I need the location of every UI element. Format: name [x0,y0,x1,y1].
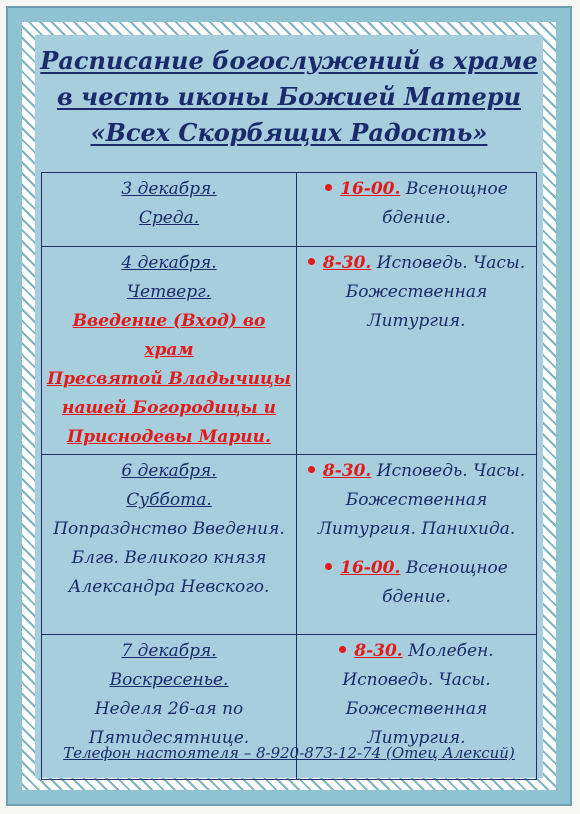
feast-line: Приснодевы Марии. [67,427,271,447]
service-time: 8-30. [354,641,403,661]
day-cell [42,247,297,455]
day-note: Александра Невского. [68,577,270,597]
bullet-icon [308,258,315,265]
service-text: Исповедь. Часы. [376,253,526,273]
service-text: бдение. [382,587,451,607]
bullet-icon [308,466,315,473]
service-text: Божественная [345,699,488,719]
day-date: 3 декабря. [121,179,217,199]
day-cell [42,455,297,635]
title-line-2: в честь иконы Божией Матери [56,82,522,111]
service-time: 16-00. [340,558,401,578]
service-text: Божественная [345,490,488,510]
bullet-icon [325,563,332,570]
phone-footer: Телефон настоятеля – 8-920-873-12-74 (Отец Алексий) [63,744,515,762]
day-note: Блгв. Великого князя [71,548,267,568]
service-text: Божественная [345,282,488,302]
page-title [35,43,543,151]
day-weekday: Воскресенье. [109,670,229,690]
service-entry [301,249,532,278]
services-cell [297,247,537,455]
service-time: 8-30. [322,461,372,481]
day-weekday: Среда. [138,208,200,228]
schedule-table [41,172,537,780]
bullet-icon [339,646,346,653]
service-text: Литургия. Панихида. [317,519,516,539]
table-row [42,173,537,247]
day-weekday: Четверг. [126,282,212,302]
bullet-icon [325,184,332,191]
table-row [42,455,537,635]
service-entry [301,175,532,204]
service-text: Литургия. [367,728,466,748]
service-entry [301,554,532,583]
service-time: 8-30. [322,253,372,273]
services-cell [297,455,537,635]
service-text: Молебен. [408,641,494,661]
day-date: 7 декабря. [121,641,217,661]
service-text: Всенощное [405,179,508,199]
title-line-3: «Всех Скорбящих Радость» [90,118,488,147]
title-line-1: Расписание богослужений в храме [40,46,538,75]
services-cell [297,173,537,247]
day-date: 4 декабря. [121,253,217,273]
service-entry [301,637,532,666]
feast-line: Пресвятой Владычицы [47,369,291,389]
service-text: бдение. [382,208,451,228]
day-cell [42,173,297,247]
service-text: Всенощное [405,558,508,578]
service-text: Исповедь. Часы. [342,670,491,690]
feast-line: Введение (Вход) во храм [72,311,266,360]
day-note: Неделя 26-ая по [94,699,244,719]
schedule-sheet [35,35,543,778]
feast-line: нашей Богородицы и [62,398,276,418]
day-note: Пятидесятнице. [88,728,250,748]
service-entry [301,457,532,486]
service-text: Исповедь. Часы. [376,461,526,481]
day-date: 6 декабря. [121,461,217,481]
day-weekday: Суббота. [126,490,212,510]
service-text: Литургия. [367,311,466,331]
day-note: Попразднство Введения. [53,519,285,539]
service-time: 16-00. [340,179,401,199]
table-row [42,247,537,455]
